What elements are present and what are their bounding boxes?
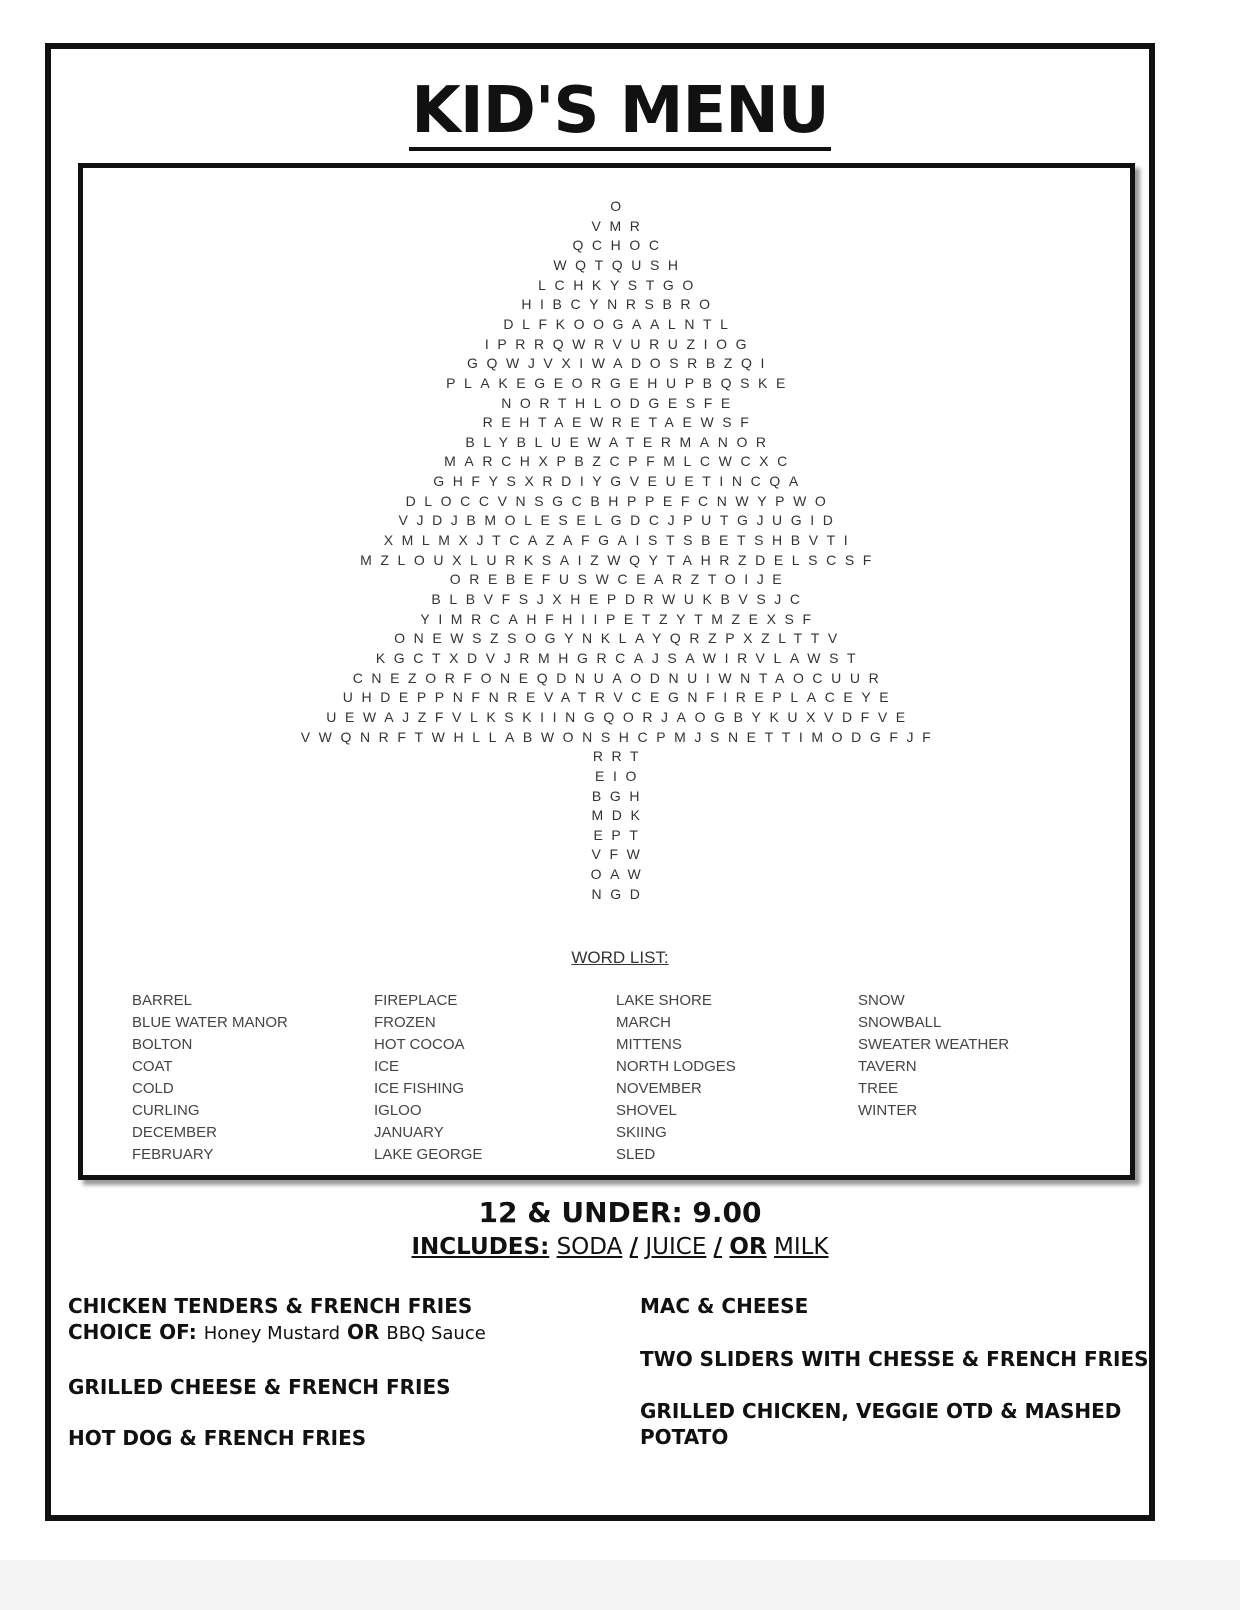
drink-option-milk: MILK bbox=[773, 1234, 829, 1260]
word-search-row: NORTHLODGESFE bbox=[501, 394, 739, 411]
price-line: 12 & UNDER: 9.00 bbox=[478, 1196, 762, 1229]
sauce-honey-mustard: Honey Mustard bbox=[203, 1323, 341, 1344]
word-list-item: HOT COCOA bbox=[374, 1036, 465, 1053]
menu-item-grilled-chicken-cont: POTATO bbox=[640, 1425, 729, 1449]
word-search-row: UHDEPPNFNREVATRVCEGNFIREPLACEYE bbox=[342, 689, 898, 706]
menu-item-sliders: TWO SLIDERS WITH CHESSE & FRENCH FRIES bbox=[640, 1347, 1149, 1371]
word-search-row: OAW bbox=[590, 866, 650, 883]
menu-title-wrap bbox=[0, 74, 1240, 151]
word-search-row: KGCTXDVJRMHGRCAJSAWIRVLAWST bbox=[375, 649, 865, 666]
word-list-item: MARCH bbox=[616, 1014, 671, 1031]
word-list-item: NOVEMBER bbox=[616, 1080, 702, 1097]
drink-or: OR bbox=[729, 1234, 767, 1260]
word-search-row: O bbox=[610, 198, 630, 214]
word-list-item: SNOWBALL bbox=[858, 1014, 942, 1031]
word-search-row: BLBVFSJXHEPDRWUKBVSJC bbox=[431, 591, 809, 607]
word-list-item: SHOVEL bbox=[616, 1102, 677, 1119]
word-list-item: BLUE WATER MANOR bbox=[132, 1014, 288, 1031]
menu-item-chicken-tenders: CHICKEN TENDERS & FRENCH FRIES bbox=[68, 1294, 473, 1318]
word-list-item: FIREPLACE bbox=[374, 992, 458, 1009]
word-search-row: MZLOUXLURKSAIZWQYTAHRZDELSCSF bbox=[360, 551, 880, 568]
word-search-row: CNEZORFONEQDNUAODNUIWNTAOCUUR bbox=[352, 669, 888, 686]
includes-line bbox=[0, 1234, 1240, 1260]
word-list-item: WINTER bbox=[858, 1102, 918, 1119]
word-search-row: RRT bbox=[592, 748, 648, 765]
word-list-item: JANUARY bbox=[374, 1124, 444, 1141]
word-list-column-3 bbox=[616, 990, 736, 1166]
word-list-item: COAT bbox=[132, 1058, 173, 1075]
word-list-item: IGLOO bbox=[374, 1102, 422, 1119]
menu-item-hot-dog: HOT DOG & FRENCH FRIES bbox=[68, 1426, 367, 1450]
word-list-item: SLED bbox=[616, 1146, 656, 1163]
word-search-row: DLFKOOGAALNTL bbox=[503, 315, 737, 332]
word-search-row: QCHOC bbox=[572, 237, 668, 254]
word-list-item: ICE FISHING bbox=[374, 1080, 465, 1097]
word-search-row: MARCHXPBZCPFMLCWCXC bbox=[444, 453, 796, 470]
word-search-row: HIBCYNRSBRO bbox=[521, 296, 719, 313]
menu-item-grilled-cheese: GRILLED CHEESE & FRENCH FRIES bbox=[68, 1375, 451, 1399]
word-search-row: BLYBLUEWATERMANOR bbox=[465, 433, 775, 450]
word-list-item: FROZEN bbox=[374, 1014, 436, 1031]
word-search-row: GHFYSXRDIYGVEUETINCQA bbox=[433, 473, 807, 490]
drink-option-juice: JUICE bbox=[645, 1234, 707, 1260]
word-search-row: VMR bbox=[591, 217, 649, 234]
word-search-row: MDK bbox=[591, 807, 649, 824]
word-search-row: VFW bbox=[591, 846, 649, 863]
word-search-row: OREBEFUSWCEARZTOIJE bbox=[449, 571, 791, 588]
page-bottom-margin bbox=[0, 1560, 1240, 1610]
menu-item-grilled-chicken: GRILLED CHICKEN, VEGGIE OTD & MASHED bbox=[640, 1399, 1122, 1423]
word-list-item: FEBRUARY bbox=[132, 1146, 214, 1163]
word-list-item: NORTH LODGES bbox=[616, 1058, 736, 1075]
sauce-or: OR bbox=[347, 1320, 380, 1344]
word-list-heading-wrap bbox=[0, 948, 1240, 968]
word-list-item: MITTENS bbox=[616, 1036, 682, 1053]
word-search-row: XMLMXJTCAZAFGAISTSBETSHBVTI bbox=[383, 532, 857, 549]
menu-title: KID'S MENU bbox=[409, 75, 830, 151]
drink-separator: / bbox=[713, 1234, 723, 1260]
word-search-row: EIO bbox=[595, 767, 645, 784]
word-search-row: NGD bbox=[591, 885, 649, 902]
word-list-item: COLD bbox=[132, 1080, 174, 1097]
word-list-item: SKIING bbox=[616, 1124, 667, 1141]
word-search-row: YIMRCAHFHIIPETZYTMZEXSF bbox=[420, 610, 820, 627]
word-search-row: DLOCCVNSGCBHPPEFCNWYPWO bbox=[405, 492, 835, 509]
menu-item-sauce-choice bbox=[68, 1320, 486, 1344]
word-search-row: WQTQUSH bbox=[553, 256, 687, 273]
word-search-row: LCHKYSTGO bbox=[538, 276, 702, 293]
word-list-item: BARREL bbox=[132, 992, 193, 1009]
word-list-heading: WORD LIST: bbox=[571, 948, 669, 967]
drink-option-soda: SODA bbox=[556, 1234, 623, 1260]
word-list-item: TREE bbox=[858, 1080, 899, 1097]
word-list-item: ICE bbox=[374, 1058, 400, 1075]
word-list-item: SWEATER WEATHER bbox=[858, 1036, 1010, 1053]
word-search-row: VWQNRFTWHLLABWONSHCPMJSNETTIMODGFJF bbox=[300, 728, 940, 745]
word-list-column-2 bbox=[374, 990, 482, 1166]
word-list-item: LAKE SHORE bbox=[616, 992, 712, 1009]
word-list-item: DECEMBER bbox=[132, 1124, 218, 1141]
word-list-item: CURLING bbox=[132, 1102, 200, 1119]
sauce-bbq: BBQ Sauce bbox=[386, 1323, 486, 1344]
choice-label: CHOICE OF: bbox=[68, 1320, 197, 1344]
word-list-item: TAVERN bbox=[858, 1058, 917, 1075]
word-search-row: ONEWSZSOGYNKLAYQRZPXZLTTV bbox=[394, 630, 846, 647]
includes-label: INCLUDES: bbox=[411, 1234, 550, 1260]
word-search-row: EPT bbox=[593, 826, 647, 843]
word-list-item: BOLTON bbox=[132, 1036, 193, 1053]
word-search-row: GQWJVXIWADOSRBZQI bbox=[467, 355, 773, 372]
word-list-column-4 bbox=[858, 990, 1009, 1122]
word-search-row: PLAKEGEORGEHUPBQSKE bbox=[446, 374, 794, 391]
word-search-row: BGH bbox=[591, 787, 649, 804]
word-search-row: REHTAEWRETAEWSF bbox=[482, 414, 758, 431]
word-search-row: IPRRQWRVURUZIOG bbox=[484, 335, 756, 352]
word-list-column-1 bbox=[132, 990, 288, 1166]
word-search-row: UEWAJZFVLKSKIINGQORJAOGBYKUXVDFVE bbox=[326, 708, 914, 725]
menu-item-mac-cheese: MAC & CHEESE bbox=[640, 1294, 809, 1318]
word-list-item: SNOW bbox=[858, 992, 905, 1009]
word-list-item: LAKE GEORGE bbox=[374, 1146, 483, 1163]
word-search-row: VJDJBMOLESELGDCJPUTGJUGID bbox=[398, 512, 842, 529]
drink-separator: / bbox=[629, 1234, 639, 1260]
